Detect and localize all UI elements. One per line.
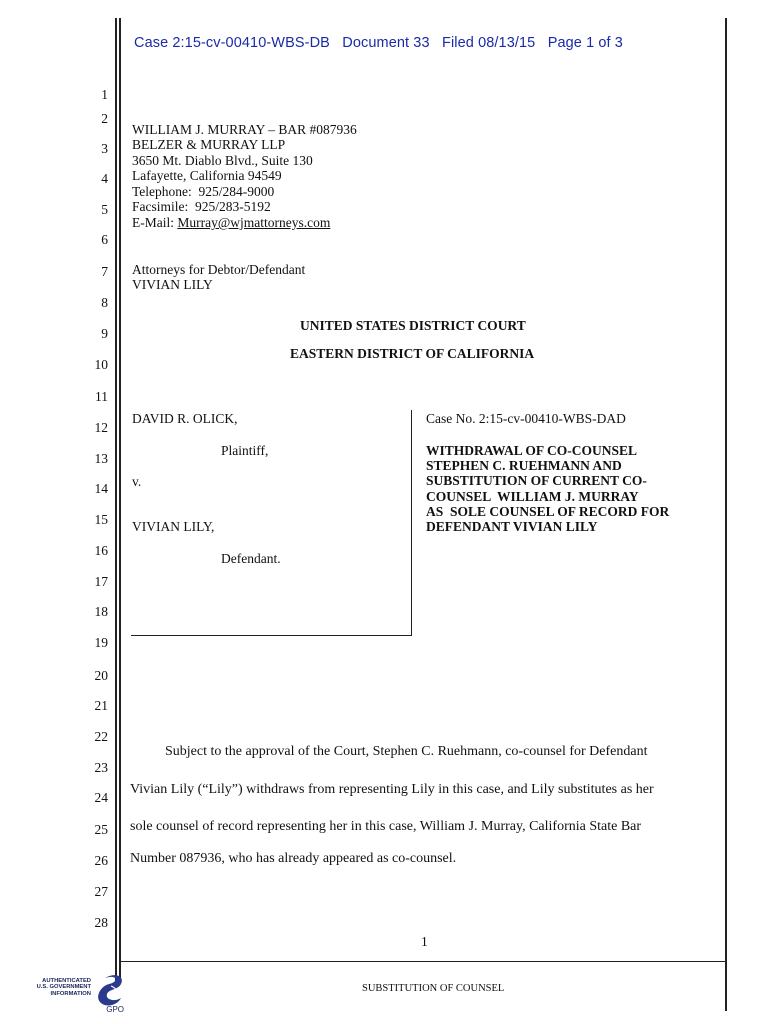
case-header: Case 2:15-cv-00410-WBS-DB Document 33 Filed 08/13/15 Page 1 of 3 [134, 35, 623, 51]
footer-title: SUBSTITUTION OF COUNSEL [362, 983, 505, 994]
case-number: Case No. 2:15-cv-00410-WBS-DAD [426, 411, 626, 426]
line-number: 19 [94, 635, 108, 650]
left-margin-rule-outer [115, 18, 117, 983]
line-number: 2 [101, 111, 108, 126]
attorney-name: WILLIAM J. MURRAY – BAR #087936 [132, 122, 357, 137]
court-district: EASTERN DISTRICT OF CALIFORNIA [290, 346, 535, 361]
line-number: 27 [94, 884, 108, 899]
email-link[interactable]: Murray@wjmattorneys.com [177, 215, 331, 230]
line-number: 28 [94, 915, 108, 930]
caption-bottom-rule [131, 635, 412, 636]
body-line: Subject to the approval of the Court, Stephen C. Ruehmann, co-counsel for Defendant [130, 744, 648, 759]
attorney-firm: BELZER & MURRAY LLP [132, 137, 286, 152]
line-number: 8 [101, 295, 108, 310]
attorney-telephone: Telephone: 925/284-9000 [132, 184, 275, 199]
line-number: 10 [94, 357, 108, 372]
plaintiff-role: Plaintiff, [221, 443, 269, 458]
line-number: 17 [94, 574, 108, 589]
line-number: 3 [101, 141, 108, 156]
line-number: 14 [94, 481, 108, 496]
attorney-address-line2: Lafayette, California 94549 [132, 168, 282, 183]
gpo-mark: GPO [106, 1005, 124, 1014]
body-line: sole counsel of record representing her in this case, William J. Murray, California State Bar [130, 819, 642, 834]
document-title-line: AS SOLE COUNSEL OF RECORD FOR [426, 504, 670, 519]
defendant-role: Defendant. [221, 551, 281, 566]
document-title-line: COUNSEL WILLIAM J. MURRAY [426, 489, 639, 504]
line-number: 22 [94, 729, 108, 744]
line-number: 23 [94, 760, 108, 775]
attorney-email-line [132, 215, 330, 230]
gpo-authentication-seal [26, 972, 131, 1017]
line-number: 24 [94, 790, 108, 805]
court-name: UNITED STATES DISTRICT COURT [300, 318, 526, 333]
footer-rule [119, 961, 726, 962]
attorney-facsimile: Facsimile: 925/283-5192 [132, 199, 271, 214]
client-name: VIVIAN LILY [132, 277, 213, 292]
line-number: 12 [94, 420, 108, 435]
caption-vertical-rule [411, 410, 412, 635]
document-title-line: STEPHEN C. RUEHMANN AND [426, 458, 622, 473]
line-number: 6 [101, 232, 108, 247]
line-number: 21 [94, 698, 108, 713]
line-number: 9 [101, 326, 108, 341]
line-number: 7 [101, 264, 108, 279]
left-margin-rule-inner [119, 18, 121, 983]
line-number: 20 [94, 668, 108, 683]
line-number: 25 [94, 822, 108, 837]
line-number: 1 [101, 87, 108, 102]
line-number: 4 [101, 171, 108, 186]
document-title-line: DEFENDANT VIVIAN LILY [426, 519, 598, 534]
body-line: Number 087936, who has already appeared as co-counsel. [130, 851, 457, 866]
line-number: 16 [94, 543, 108, 558]
document-title-line: WITHDRAWAL OF CO-COUNSEL [426, 443, 638, 458]
line-number: 15 [94, 512, 108, 527]
line-number: 5 [101, 202, 108, 217]
body-line: Vivian Lily (“Lily”) withdraws from representing Lily in this case, and Lily substitutes as her [130, 782, 654, 797]
line-number: 11 [95, 389, 108, 404]
gpo-seal-text: AUTHENTICATED U.S. GOVERNMENT INFORMATION [36, 978, 91, 997]
line-number: 13 [94, 451, 108, 466]
line-number: 26 [94, 853, 108, 868]
line-number: 18 [94, 604, 108, 619]
versus: v. [132, 474, 142, 489]
defendant-name: VIVIAN LILY, [132, 519, 215, 534]
document-title-line: SUBSTITUTION OF CURRENT CO- [426, 473, 647, 488]
page-number: 1 [421, 934, 428, 949]
attorneys-for: Attorneys for Debtor/Defendant [132, 262, 306, 277]
attorney-address-line1: 3650 Mt. Diablo Blvd., Suite 130 [132, 153, 313, 168]
right-margin-rule [725, 18, 727, 1011]
plaintiff-name: DAVID R. OLICK, [132, 411, 238, 426]
email-label: E-Mail: [132, 215, 178, 230]
